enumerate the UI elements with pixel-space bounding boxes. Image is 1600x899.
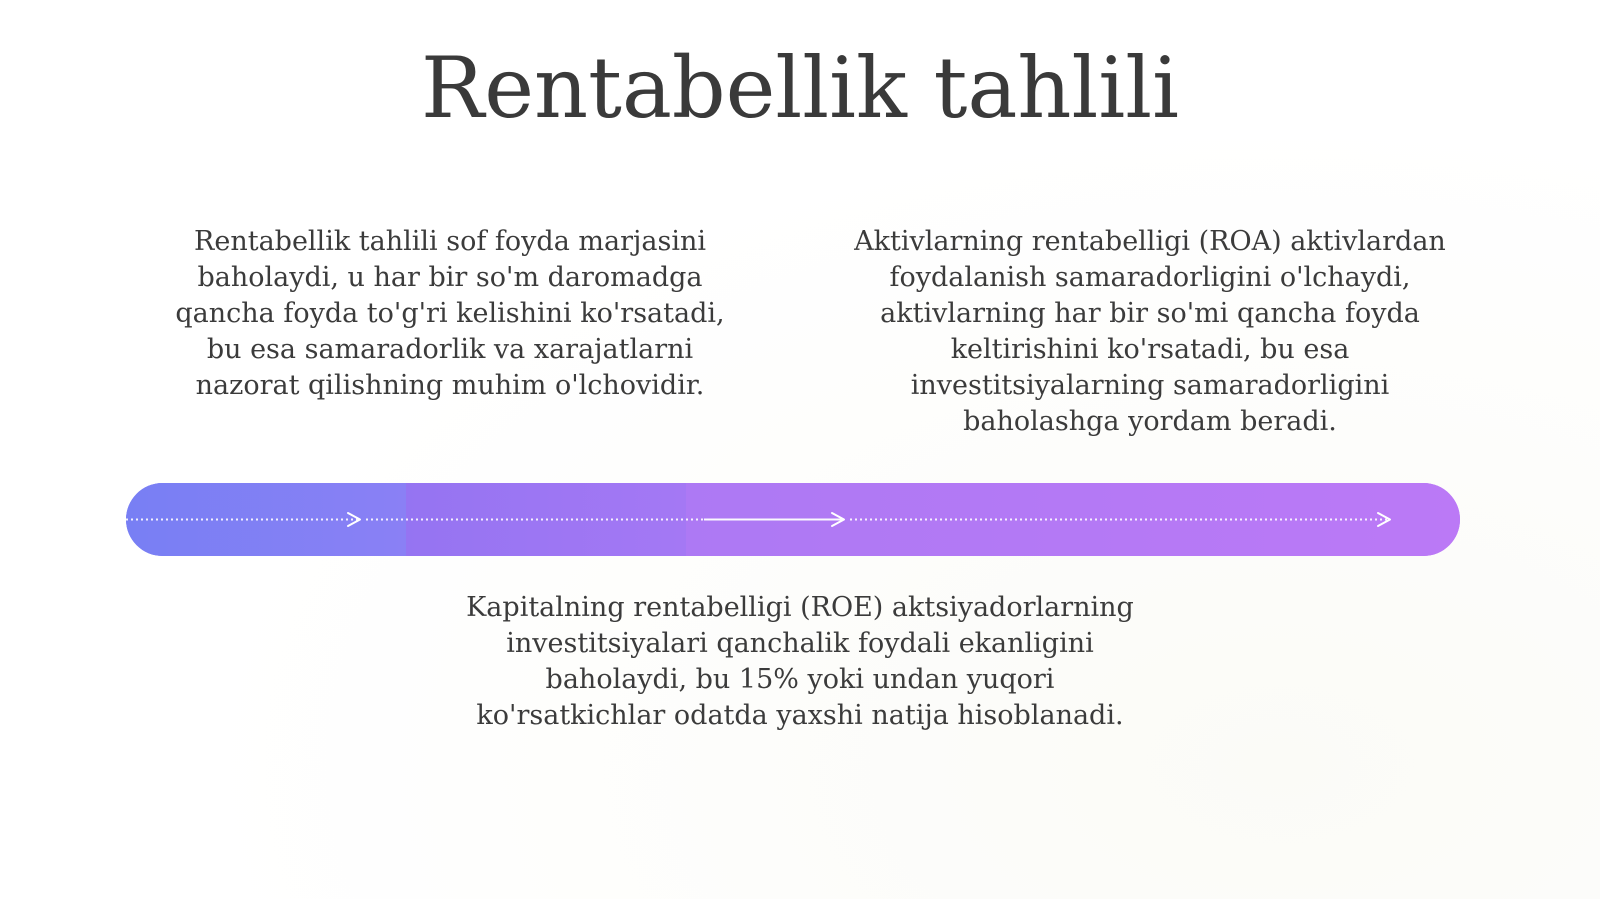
- text-line: baholaydi, bu 15% yoki undan yuqori: [545, 664, 1055, 695]
- text-block-roa: [832, 224, 1468, 440]
- text-line: baholashga yordam beradi.: [963, 406, 1337, 437]
- text-line: Rentabellik tahlili sof foyda marjasini: [194, 226, 706, 257]
- arrowhead-3-icon: [1378, 513, 1390, 526]
- text-line: Kapitalning rentabelligi (ROE) aktsiyadorlarning: [466, 592, 1134, 623]
- text-line: qancha foyda to'g'ri kelishini ko'rsatadi,: [175, 298, 725, 329]
- text-line: foydalanish samaradorligini o'lchaydi,: [889, 262, 1411, 293]
- text-line: baholaydi, u har bir so'm daromadga: [197, 262, 703, 293]
- text-block-roe: [450, 590, 1150, 734]
- timeline-arrows: [126, 483, 1460, 556]
- text-line: aktivlarning har bir so'mi qancha foyda: [880, 298, 1420, 329]
- text-line: investitsiyalarning samaradorligini: [910, 370, 1390, 401]
- text-line: keltirishini ko'rsatadi, bu esa: [950, 334, 1350, 365]
- slide-title: Rentabellik tahlili: [421, 39, 1179, 137]
- text-line: bu esa samaradorlik va xarajatlarni: [206, 334, 694, 365]
- text-line: nazorat qilishning muhim o'lchovidir.: [195, 370, 705, 401]
- text-block-net-profit-margin: [150, 224, 750, 404]
- text-line: investitsiyalari qanchalik foydali ekanligini: [506, 628, 1094, 659]
- timeline-bar: [126, 483, 1460, 556]
- text-line: ko'rsatkichlar odatda yaxshi natija hisoblanadi.: [476, 700, 1124, 731]
- arrowhead-1-icon: [348, 513, 360, 526]
- text-line: Aktivlarning rentabelligi (ROA) aktivlardan: [854, 226, 1446, 257]
